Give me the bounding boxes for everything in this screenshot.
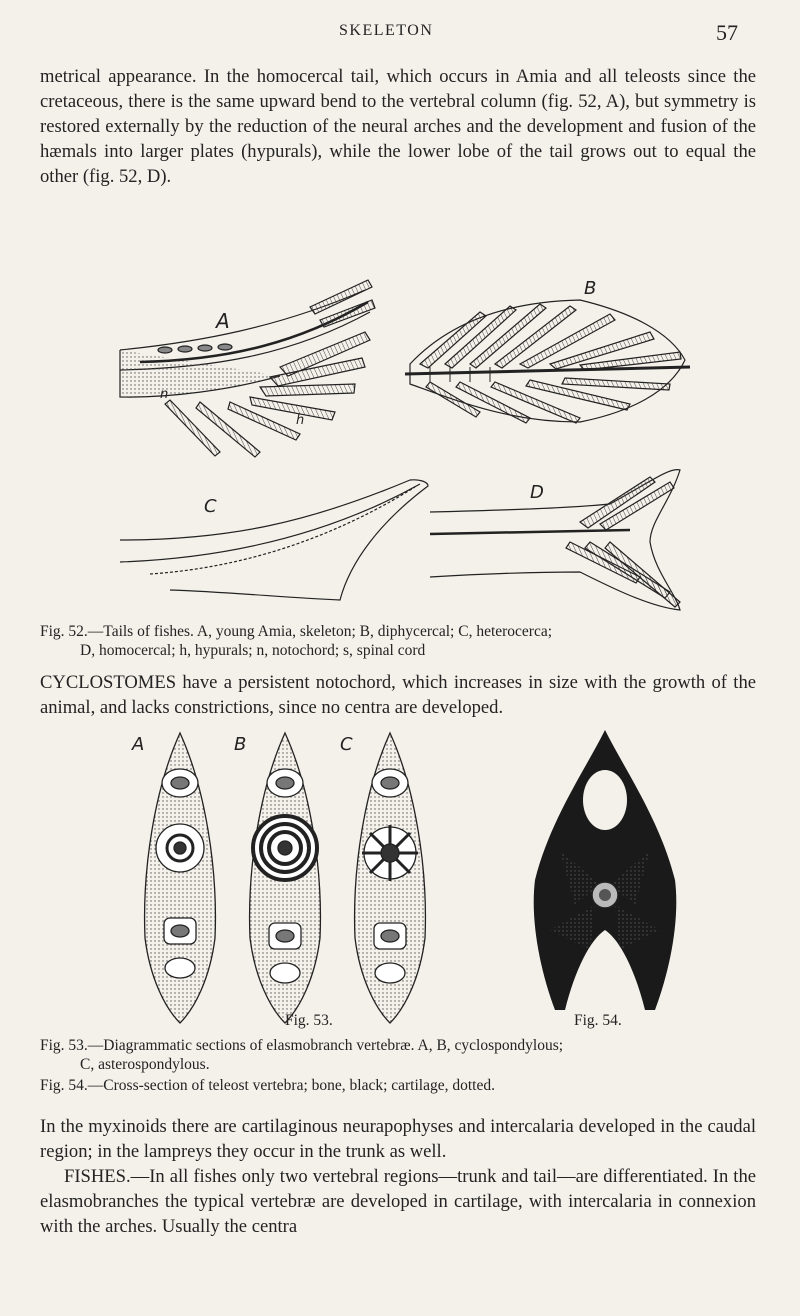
paragraph-homocercal: metrical appearance. In the homocercal tail, which occurs in Amia and all teleosts since the cretaceous, there is the same upward bend to the vertebral column (fig. 52, A), but symmetry is restored externally by the reduction of the neural arches and the development and fusion of the hæmals into larger plates (hypurals), while the lower lobe of the tail grows out to equal the other (fig. 52, D). — [40, 66, 756, 187]
fig52-label-n: n — [160, 387, 169, 402]
paragraph-cyclostomes: CYCLOSTOMES have a persistent notochord, which increases in size with the growth of the animal, and lacks constrictions, since no centra are developed. — [40, 672, 756, 718]
fig52-caption-line1: Fig. 52.—Tails of fishes. A, young Amia, skeleton; B, diphycercal; C, heterocerca; — [40, 623, 553, 640]
tail-d-homocercal — [430, 470, 680, 610]
paragraph-fishes: FISHES.—In all fishes only two vertebral regions—trunk and tail—are differentiated. In the elasmobranches the typical vertebræ are developed in cartilage, with intercalaria in connexion with the arches. Usually the centra — [40, 1166, 756, 1237]
figure-53-caption — [40, 1036, 760, 1074]
figure-53-elasmobranch-vertebrae — [130, 728, 450, 1028]
vertebra-c-section — [355, 733, 426, 1023]
running-head — [0, 22, 800, 52]
fig54-label: Fig. 54. — [574, 1012, 622, 1029]
fig52-label-h: h — [296, 413, 305, 428]
vertebra-b-section — [250, 733, 321, 1023]
fig53-label-b: B — [234, 734, 247, 755]
fig52-label-a: A — [216, 309, 230, 333]
vertebra-a-section — [145, 733, 216, 1023]
fig52-label-d: D — [530, 482, 544, 503]
tail-a-amia — [120, 280, 375, 457]
fig53-caption-line1: Fig. 53.—Diagrammatic sections of elasmobranch vertebræ. A, B, cyclospondylous; — [40, 1037, 564, 1054]
fig52-caption-line2: D, homocercal; h, hypurals; n, notochord; s, spinal cord — [80, 642, 426, 659]
fig53-label: Fig. 53. — [285, 1012, 333, 1029]
figure-52-caption — [40, 622, 760, 660]
neural-canal — [583, 770, 627, 830]
fig53-label-a: A — [132, 734, 145, 755]
tail-c-heterocercal — [120, 480, 428, 600]
running-title: SKELETON — [339, 22, 434, 39]
fig53-caption-line2: C, asterospondylous. — [80, 1056, 210, 1073]
figure-54-caption: Fig. 54.—Cross-section of teleost vertebra; bone, black; cartilage, dotted. — [40, 1077, 495, 1094]
figure-54-teleost-vertebra — [530, 730, 680, 1015]
tail-b-diphycercal — [405, 300, 690, 423]
paragraph-myxinoids: In the myxinoids there are cartilaginous neurapophyses and intercalaria developed in the caudal region; in the lampreys they occur in the trunk as well. — [40, 1116, 756, 1162]
fig52-label-b: B — [584, 278, 597, 299]
page-number: 57 — [716, 20, 738, 45]
fig52-label-c: C — [204, 496, 217, 517]
figure-52-tails — [110, 272, 710, 618]
fig53-label-c: C — [340, 734, 353, 755]
